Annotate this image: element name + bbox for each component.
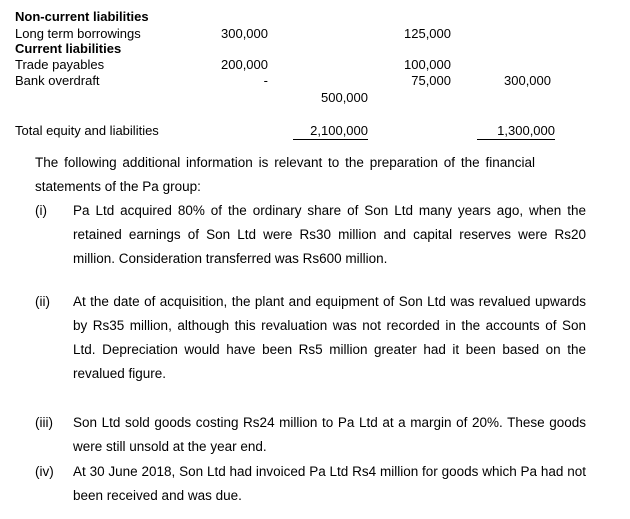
row-label-non-current-liabilities: Non-current liabilities bbox=[15, 9, 149, 24]
cell-long-term-borrowings-pa: 300,000 bbox=[221, 26, 268, 41]
note-text-iii: Son Ltd sold goods costing Rs24 million to Pa Ltd at a margin of 20%. These goods were still unsold at the year end. bbox=[73, 415, 586, 454]
cell-bank-overdraft-son: 75,000 bbox=[411, 73, 451, 88]
row-label-total-equity-liabilities: Total equity and liabilities bbox=[15, 123, 159, 138]
note-marker-i: (i) bbox=[35, 203, 47, 218]
intro-line-2: statements of the Pa group: bbox=[35, 179, 201, 194]
cell-long-term-borrowings-son: 125,000 bbox=[404, 26, 451, 41]
cell-total-pa: 2,100,000 bbox=[293, 123, 368, 140]
intro-line-1: The following additional information is relevant to the preparation of the financial bbox=[35, 155, 535, 170]
row-label-long-term-borrowings: Long term borrowings bbox=[15, 26, 141, 41]
cell-trade-payables-pa: 200,000 bbox=[221, 57, 268, 72]
cell-son-liabilities-subtotal: 300,000 bbox=[504, 73, 551, 88]
note-marker-iv: (iv) bbox=[35, 464, 54, 479]
cell-total-son: 1,300,000 bbox=[477, 123, 555, 140]
note-marker-ii: (ii) bbox=[35, 294, 50, 309]
cell-pa-liabilities-subtotal: 500,000 bbox=[321, 90, 368, 105]
row-label-bank-overdraft: Bank overdraft bbox=[15, 73, 100, 88]
note-text-i: Pa Ltd acquired 80% of the ordinary share of Son Ltd many years ago, when the retained earnings of Son Ltd were Rs30 million and capital reserves were Rs20 million. Consideration transferred was Rs600 million. bbox=[73, 203, 586, 266]
cell-bank-overdraft-pa: - bbox=[263, 73, 268, 88]
note-marker-iii: (iii) bbox=[35, 415, 53, 430]
note-text-ii: At the date of acquisition, the plant and equipment of Son Ltd was revalued upwards by Rs35 million, although this revaluation was not recorded in the accounts of Son Ltd. Depreciation would have been Rs5 million greater had it been based on the revalued figure. bbox=[73, 294, 586, 381]
row-label-current-liabilities: Current liabilities bbox=[15, 41, 122, 56]
note-text-iv: At 30 June 2018, Son Ltd had invoiced Pa Ltd Rs4 million for goods which Pa had not been received and was due. bbox=[73, 464, 586, 503]
row-label-trade-payables: Trade payables bbox=[15, 57, 105, 72]
cell-trade-payables-son: 100,000 bbox=[404, 57, 451, 72]
